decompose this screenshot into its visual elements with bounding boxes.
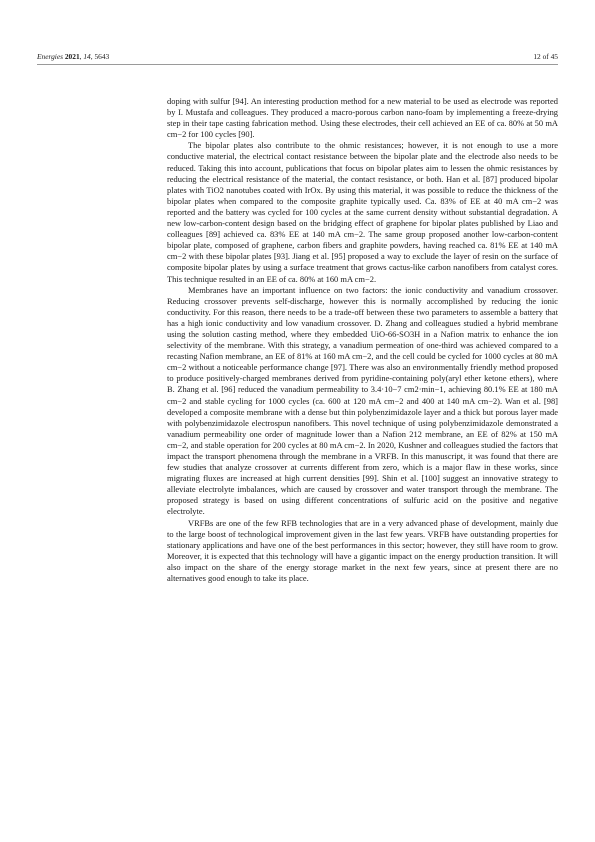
paragraph-4: VRFBs are one of the few RFB technologies that are in a very advanced phase of development, mainly due to the large boost of technological improvement given in the last few years. VRFB have outstanding properties for stationary applications and have one of the best performances in this sector; however, they still have room to grow. Moreover, it is expected that this technology will have a gigantic impact on the energy production transition. It will also impact on the share of the energy storage market in the next few years, since at present there are no alternatives good enough to take its place. <box>167 517 558 584</box>
page-header <box>37 52 558 66</box>
paragraph-3: Membranes have an important influence on two factors: the ionic conductivity and vanadium crossover. Reducing crossover prevents self-discharge, however this is normally accomplished by reducing the ionic conductivity. For this reason, there needs to be a trade-off between these two parameters to assemble a battery that has a high ionic conductivity and low vanadium crossover. D. Zhang and colleagues studied a hybrid membrane using the solution casting method, where they embedded UiO-66-SO3H in a Nafion matrix to enhance the ion selectivity of the membrane. With this strategy, a vanadium permeation of one-third was achieved compared to a recasting Nafion membrane, an EE of 81% at 160 mA cm−2, and the cell could be cycled for 1000 cycles at 80 mA cm−2 without a noticeable performance change [97]. There was also an environmentally friendly method proposed to produce positively-charged membranes derived from pyridine-containing poly(aryl ether ketone ethers), where B. Zhang et al. [96] reduced the vanadium permeability to 3.4·10−7 cm2·min−1, achieving 80.1% EE at 180 mA cm−2 and stable cycling for 1000 cycles (ca. 600 at 120 mA cm−2 and 400 at 140 mA cm−2). Wan et al. [98] developed a composite membrane with a dense but thin polybenzimidazole layer and a thick but porous layer made with polybenzimidazole electrospun nanofibers. This novel technique of using polybenzimidazole demonstrated a vanadium permeability one order of magnitude lower than a Nafion 212 membrane, an EE of 82% at 150 mA cm−2, and stable operation for 200 cycles at 80 mA cm−2. In 2020, Kushner and colleagues studied the factors that impact the transport phenomena through the membrane in a VRFB. In this manuscript, it was found that there are few studies that analyze crossover at currents different from zero, which is a major flaw in these works, since migrating fluxes are increased at high current densities [99]. Shin et al. [100] suggest an innovative strategy to alleviate electrolyte imbalances, which are caused by crossover and water transport through the membrane. The proposed strategy is based on using different concentrations of sulfuric acid on the positive and negative electrolyte. <box>167 284 558 517</box>
header-rule <box>37 64 558 65</box>
journal-citation: Energies 2021, 14, 5643 <box>37 52 110 61</box>
journal-name: Energies <box>37 52 63 61</box>
journal-article-number: 5643 <box>94 52 110 61</box>
journal-year: 2021 <box>64 52 80 61</box>
paragraph-2: The bipolar plates also contribute to the ohmic resistances; however, it is not enough to use a more conductive material, the electrical contact resistance between the bipolar plate and the electrode also needs to be reduced. Taking this into account, publications that focus on bipolar plates aim to lessen the ohmic resistances by reducing the electrical resistance of the material, the contact resistance, or both. Han et al. [87] produced bipolar plates with TiO2 nanotubes coated with IrOx. By using this material, it was possible to reduce the thickness of the bipolar plates when compared to the composite graphite typically used. Ca. 83% of EE at 40 mA cm−2 was reported and the battery was cycled for 100 cycles at the same current density without substantial degradation. A new low-carbon-content design based on the bridging effect of graphene for bipolar plates published by Liao and colleagues [89] achieved ca. 83% EE at 140 mA cm−2. The same group proposed another low-carbon-content bipolar plate, composed of graphene, carbon fibers and graphite powders, having reached ca. 81% EE at 140 mA cm−2 with these bipolar plates [93]. Jiang et al. [95] proposed a way to exclude the layer of resin on the surface of composite bipolar plates by using a surface treatment that grows cactus-like carbon nanofibers from catalyst cores. This technique resulted in an EE of ca. 80% at 160 mA cm−2. <box>167 140 558 284</box>
paragraph-1: doping with sulfur [94]. An interesting production method for a new material to be used as electrode was reported by I. Mustafa and colleagues. They produced a macro-porous carbon nano-foam by implementing a freeze-drying step in their tape casting fabrication method. Using these electrodes, their cell achieved an EE of ca. 80% at 50 mA cm−2 for 100 cycles [90]. <box>167 96 558 140</box>
article-body <box>167 96 558 584</box>
journal-volume: 14 <box>83 52 91 61</box>
page-number: 12 of 45 <box>533 52 558 61</box>
